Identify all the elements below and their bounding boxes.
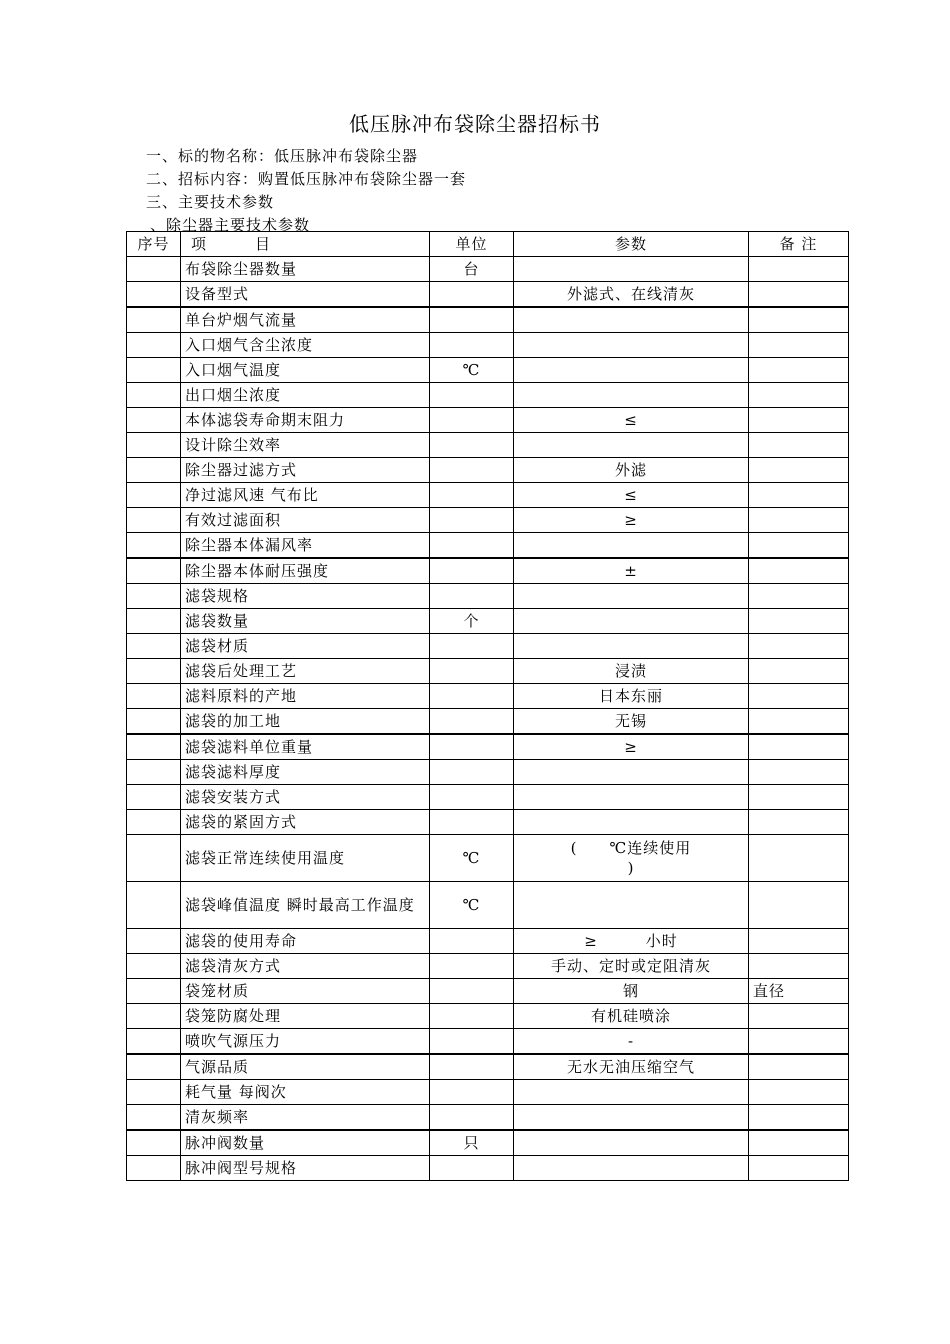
cell-unit — [430, 1105, 514, 1131]
cell-note — [749, 257, 849, 282]
cell-item: 除尘器本体漏风率 — [181, 533, 430, 559]
table-row — [127, 785, 849, 810]
cell-param — [514, 659, 749, 684]
cell-item: 滤袋数量 — [181, 609, 430, 634]
cell-item: 滤袋清灰方式 — [181, 954, 430, 979]
cell-seq — [127, 929, 181, 954]
header-seq: 序号 — [127, 232, 181, 257]
cell-note — [749, 307, 849, 333]
cell-seq — [127, 483, 181, 508]
spec-table-body — [127, 257, 849, 1181]
cell-unit — [430, 979, 514, 1004]
cell-param — [514, 584, 749, 609]
cell-item: 净过滤风速 气布比 — [181, 483, 430, 508]
table-header-row — [127, 232, 849, 257]
cell-item: 滤袋的使用寿命 — [181, 929, 430, 954]
cell-unit — [430, 810, 514, 835]
cell-param — [514, 1004, 749, 1029]
cell-unit — [430, 533, 514, 559]
cell-unit — [430, 929, 514, 954]
table-row — [127, 760, 849, 785]
cell-item: 喷吹气源压力 — [181, 1029, 430, 1055]
cell-unit — [430, 1080, 514, 1105]
cell-seq — [127, 1130, 181, 1156]
table-row — [127, 810, 849, 835]
table-row — [127, 929, 849, 954]
cell-unit — [430, 659, 514, 684]
cell-item: 布袋除尘器数量 — [181, 257, 430, 282]
cell-seq — [127, 659, 181, 684]
cell-param-text: 钢 — [622, 982, 639, 1000]
cell-note — [749, 760, 849, 785]
intro-section — [146, 145, 466, 237]
cell-note — [749, 508, 849, 533]
cell-seq — [127, 1004, 181, 1029]
table-row — [127, 979, 849, 1004]
table-row — [127, 282, 849, 308]
table-row — [127, 684, 849, 709]
cell-item: 设计除尘效率 — [181, 433, 430, 458]
cell-item: 清灰频率 — [181, 1105, 430, 1131]
cell-param — [514, 954, 749, 979]
cell-unit — [430, 760, 514, 785]
cell-param — [514, 1029, 749, 1055]
table-row — [127, 1054, 849, 1080]
cell-note — [749, 1054, 849, 1080]
cell-param-text: 有机硅喷涂 — [590, 1007, 671, 1025]
cell-param — [514, 458, 749, 483]
cell-unit — [430, 954, 514, 979]
intro-line-subject: 一、标的物名称：低压脉冲布袋除尘器 — [146, 147, 419, 165]
table-row — [127, 634, 849, 659]
cell-note — [749, 1004, 849, 1029]
cell-seq — [127, 760, 181, 785]
table-row — [127, 609, 849, 634]
cell-seq — [127, 558, 181, 584]
cell-param-text: 无锡 — [614, 712, 647, 730]
cell-param — [514, 508, 749, 533]
cell-seq — [127, 810, 181, 835]
cell-param-text: 外滤式、在线清灰 — [566, 285, 695, 303]
cell-param — [514, 358, 749, 383]
cell-param — [514, 333, 749, 358]
cell-seq — [127, 835, 181, 882]
cell-param-text: 日本东丽 — [598, 687, 663, 705]
cell-param — [514, 609, 749, 634]
cell-item: 入口烟气含尘浓度 — [181, 333, 430, 358]
cell-param — [514, 1080, 749, 1105]
cell-seq — [127, 634, 181, 659]
table-row — [127, 257, 849, 282]
cell-seq — [127, 508, 181, 533]
cell-unit — [430, 508, 514, 533]
cell-item: 气源品质 — [181, 1054, 430, 1080]
cell-item: 滤袋滤料单位重量 — [181, 734, 430, 760]
cell-seq — [127, 954, 181, 979]
cell-item: 滤料原料的产地 — [181, 684, 430, 709]
table-row — [127, 1029, 849, 1055]
cell-seq — [127, 1156, 181, 1181]
cell-item: 滤袋后处理工艺 — [181, 659, 430, 684]
intro-line-subparams: 、除尘器主要技术参数 — [150, 216, 311, 234]
cell-unit — [430, 734, 514, 760]
table-row — [127, 483, 849, 508]
cell-item: 袋笼防腐处理 — [181, 1004, 430, 1029]
cell-item: 入口烟气温度 — [181, 358, 430, 383]
cell-item: 单台炉烟气流量 — [181, 307, 430, 333]
cell-item: 有效过滤面积 — [181, 508, 430, 533]
cell-note — [749, 835, 849, 882]
cell-item: 脉冲阀型号规格 — [181, 1156, 430, 1181]
cell-note — [749, 810, 849, 835]
cell-unit: 个 — [430, 609, 514, 634]
cell-note — [749, 584, 849, 609]
cell-seq — [127, 408, 181, 433]
cell-note — [749, 1130, 849, 1156]
cell-seq — [127, 584, 181, 609]
cell-seq — [127, 734, 181, 760]
cell-unit — [430, 1029, 514, 1055]
cell-param-text: - — [627, 1032, 635, 1050]
cell-note — [749, 659, 849, 684]
intro-line-content: 二、招标内容：购置低压脉冲布袋除尘器一套 — [146, 170, 467, 188]
cell-param-text: 手动、定时或定阻清灰 — [550, 957, 711, 975]
cell-note — [749, 408, 849, 433]
cell-param — [514, 257, 749, 282]
cell-param — [514, 810, 749, 835]
table-row — [127, 408, 849, 433]
table-row — [127, 307, 849, 333]
cell-item: 滤袋峰值温度 瞬时最高工作温度 — [181, 882, 430, 929]
cell-unit — [430, 1156, 514, 1181]
cell-param-text: ( ℃连续使用 — [570, 839, 692, 857]
cell-item: 出口烟尘浓度 — [181, 383, 430, 408]
cell-param — [514, 835, 749, 882]
cell-unit: ℃ — [430, 358, 514, 383]
cell-unit — [430, 383, 514, 408]
cell-seq — [127, 1080, 181, 1105]
cell-param — [514, 282, 749, 308]
cell-unit — [430, 433, 514, 458]
cell-unit — [430, 483, 514, 508]
cell-item: 脉冲阀数量 — [181, 1130, 430, 1156]
cell-seq — [127, 358, 181, 383]
cell-note — [749, 785, 849, 810]
cell-param — [514, 882, 749, 929]
cell-note — [749, 634, 849, 659]
cell-seq — [127, 684, 181, 709]
cell-item: 滤袋的紧固方式 — [181, 810, 430, 835]
cell-unit — [430, 307, 514, 333]
cell-item: 滤袋安装方式 — [181, 785, 430, 810]
cell-note — [749, 533, 849, 559]
cell-note — [749, 483, 849, 508]
table-row — [127, 882, 849, 929]
cell-item: 耗气量 每阀次 — [181, 1080, 430, 1105]
cell-item: 本体滤袋寿命期末阻力 — [181, 408, 430, 433]
cell-note — [749, 684, 849, 709]
cell-item: 除尘器过滤方式 — [181, 458, 430, 483]
cell-param — [514, 760, 749, 785]
table-row — [127, 458, 849, 483]
table-row — [127, 358, 849, 383]
cell-item: 设备型式 — [181, 282, 430, 308]
table-row — [127, 558, 849, 584]
cell-seq — [127, 709, 181, 735]
cell-item: 滤袋的加工地 — [181, 709, 430, 735]
table-row — [127, 1130, 849, 1156]
cell-seq — [127, 979, 181, 1004]
cell-param-text: ≥ 小时 — [584, 932, 678, 950]
table-row — [127, 584, 849, 609]
cell-item: 滤袋材质 — [181, 634, 430, 659]
table-row — [127, 734, 849, 760]
cell-seq — [127, 882, 181, 929]
cell-param-text: 浸渍 — [614, 662, 647, 680]
cell-unit — [430, 1054, 514, 1080]
cell-note — [749, 609, 849, 634]
cell-note — [749, 1029, 849, 1055]
cell-param — [514, 383, 749, 408]
header-item: 项 目 — [181, 232, 430, 257]
cell-param-text: ≤ — [624, 486, 638, 504]
cell-param — [514, 979, 749, 1004]
cell-unit — [430, 458, 514, 483]
cell-note: 直径 — [749, 979, 849, 1004]
cell-unit — [430, 333, 514, 358]
cell-unit: 只 — [430, 1130, 514, 1156]
table-row — [127, 533, 849, 559]
cell-item: 滤袋规格 — [181, 584, 430, 609]
cell-item: 袋笼材质 — [181, 979, 430, 1004]
cell-unit — [430, 282, 514, 308]
table-row — [127, 508, 849, 533]
cell-seq — [127, 282, 181, 308]
table-row — [127, 333, 849, 358]
cell-seq — [127, 609, 181, 634]
cell-param — [514, 408, 749, 433]
cell-seq — [127, 257, 181, 282]
cell-seq — [127, 533, 181, 559]
table-row — [127, 954, 849, 979]
cell-param — [514, 709, 749, 735]
cell-param-text: ≥ — [624, 738, 638, 756]
table-row — [127, 1080, 849, 1105]
table-row — [127, 1105, 849, 1131]
cell-param — [514, 684, 749, 709]
cell-item: 滤袋滤料厚度 — [181, 760, 430, 785]
cell-unit — [430, 558, 514, 584]
cell-param — [514, 1105, 749, 1131]
cell-param — [514, 929, 749, 954]
header-param: 参数 — [514, 232, 749, 257]
cell-note — [749, 734, 849, 760]
cell-param — [514, 1130, 749, 1156]
cell-unit — [430, 584, 514, 609]
cell-param — [514, 1054, 749, 1080]
cell-unit — [430, 785, 514, 810]
header-note: 备 注 — [749, 232, 849, 257]
cell-param-text: 外滤 — [614, 461, 647, 479]
cell-seq — [127, 458, 181, 483]
cell-unit — [430, 709, 514, 735]
table-row — [127, 1156, 849, 1181]
cell-item: 除尘器本体耐压强度 — [181, 558, 430, 584]
cell-param — [514, 734, 749, 760]
cell-unit — [430, 1004, 514, 1029]
cell-param-text-line2: ) — [627, 859, 635, 877]
table-row — [127, 835, 849, 882]
spec-table — [126, 231, 849, 1181]
cell-note — [749, 433, 849, 458]
cell-note — [749, 383, 849, 408]
cell-seq — [127, 333, 181, 358]
cell-note — [749, 882, 849, 929]
cell-note — [749, 954, 849, 979]
cell-seq — [127, 433, 181, 458]
cell-param — [514, 483, 749, 508]
cell-note — [749, 1080, 849, 1105]
document-title: 低压脉冲布袋除尘器招标书 — [349, 112, 601, 136]
cell-note — [749, 709, 849, 735]
cell-note — [749, 282, 849, 308]
header-unit: 单位 — [430, 232, 514, 257]
cell-param — [514, 307, 749, 333]
cell-unit — [430, 684, 514, 709]
table-row — [127, 1004, 849, 1029]
cell-seq — [127, 1105, 181, 1131]
table-row — [127, 433, 849, 458]
cell-seq — [127, 1029, 181, 1055]
cell-note — [749, 1156, 849, 1181]
intro-line-params: 三、主要技术参数 — [146, 193, 275, 211]
cell-unit — [430, 634, 514, 659]
cell-note — [749, 358, 849, 383]
cell-note — [749, 558, 849, 584]
cell-unit: ℃ — [430, 835, 514, 882]
cell-param-text: 无水无油压缩空气 — [566, 1058, 695, 1076]
cell-param-text: ≥ — [624, 511, 638, 529]
cell-unit: 台 — [430, 257, 514, 282]
cell-unit — [430, 408, 514, 433]
cell-note — [749, 458, 849, 483]
cell-param — [514, 533, 749, 559]
cell-param — [514, 785, 749, 810]
cell-param-text: ± — [624, 562, 638, 580]
table-row — [127, 659, 849, 684]
cell-unit: ℃ — [430, 882, 514, 929]
cell-seq — [127, 785, 181, 810]
cell-seq — [127, 1054, 181, 1080]
cell-note — [749, 333, 849, 358]
cell-param-text: ≤ — [624, 411, 638, 429]
cell-note — [749, 929, 849, 954]
table-row — [127, 383, 849, 408]
cell-seq — [127, 383, 181, 408]
cell-seq — [127, 307, 181, 333]
cell-param — [514, 1156, 749, 1181]
cell-param — [514, 634, 749, 659]
cell-param — [514, 558, 749, 584]
table-row — [127, 709, 849, 735]
cell-param — [514, 433, 749, 458]
cell-note — [749, 1105, 849, 1131]
cell-item: 滤袋正常连续使用温度 — [181, 835, 430, 882]
